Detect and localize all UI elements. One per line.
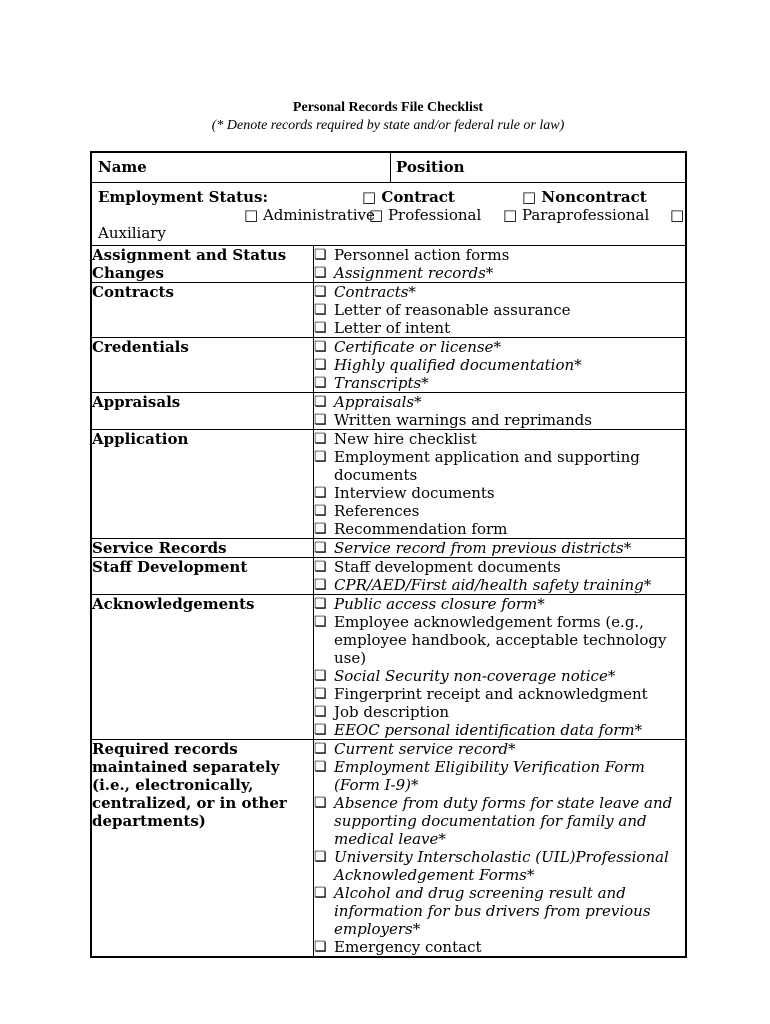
checkbox-icon[interactable]: ❏ (314, 885, 327, 901)
section-items (314, 740, 686, 957)
section-items (314, 430, 686, 539)
checklist-sheet (90, 151, 687, 958)
section-label: Assignment and Status Changes (92, 246, 314, 283)
checklist-item (314, 246, 685, 264)
checkbox-icon[interactable]: ❏ (314, 521, 327, 537)
checklist-item-text: Fingerprint receipt and acknowledgment (334, 685, 648, 703)
checkbox-icon[interactable]: ❏ (314, 704, 327, 720)
checkbox-icon[interactable]: ❏ (314, 449, 327, 465)
checkbox-icon[interactable]: ❏ (314, 503, 327, 519)
checkbox-icon[interactable]: ❏ (314, 485, 327, 501)
employment-status-label: Employment Status: (98, 188, 268, 206)
checklist-item-text: Personnel action forms (334, 246, 510, 264)
section-label: Appraisals (92, 393, 314, 430)
checklist-item-text: Highly qualified documentation* (334, 356, 582, 374)
checkbox-icon[interactable]: ❏ (314, 939, 327, 955)
checklist-item (314, 374, 685, 392)
section-items (314, 558, 686, 595)
section-row (92, 246, 685, 283)
section-row (92, 393, 685, 430)
checklist-item (314, 884, 685, 938)
checkbox-icon[interactable]: ❏ (314, 320, 327, 336)
checkbox-icon[interactable]: ❏ (314, 265, 327, 281)
checklist-item (314, 264, 685, 282)
checkbox-icon[interactable]: ❏ (314, 394, 327, 410)
checkbox-icon[interactable]: ❏ (314, 614, 327, 630)
section-items (314, 338, 686, 393)
checklist-item-text: Employee acknowledgement forms (e.g., employee handbook, acceptable technology use) (334, 613, 667, 667)
checklist-item-text: Job description (334, 703, 450, 721)
employment-status-row (92, 183, 685, 246)
section-label: Required records maintained separately (i.e., electronically, centralized, or in other departments) (92, 740, 314, 957)
noncontract-checkbox[interactable]: □ Noncontract (522, 188, 647, 206)
checklist-item-text: Appraisals* (334, 393, 422, 411)
checkbox-icon[interactable]: ❏ (314, 357, 327, 373)
checklist-item (314, 301, 685, 319)
checklist-item-text: Employment application and supporting documents (334, 448, 640, 484)
checklist-item (314, 595, 685, 613)
section-row (92, 283, 685, 338)
section-items (314, 283, 686, 338)
checkbox-icon[interactable]: ❏ (314, 559, 327, 575)
checkbox-icon[interactable]: ❏ (314, 540, 327, 556)
document-subtitle: (* Denote records required by state and/or federal rule or law) (211, 118, 565, 133)
checklist-item (314, 758, 685, 794)
checklist-item (314, 338, 685, 356)
checklist-item (314, 703, 685, 721)
checkbox-icon[interactable]: ❏ (314, 577, 327, 593)
section-label: Staff Development (92, 558, 314, 595)
checklist-item-text: Staff development documents (334, 558, 561, 576)
checklist-item-text: Employment Eligibility Verification Form (Form I-9)* (334, 758, 645, 794)
records-table (92, 246, 685, 956)
checklist-item-text: EEOC personal identification data form* (334, 721, 643, 739)
checklist-item-text: Public access closure form* (334, 595, 545, 613)
name-field[interactable]: Name (92, 153, 391, 182)
checklist-item-text: Contracts* (334, 283, 416, 301)
section-row (92, 595, 685, 740)
checkbox-icon[interactable]: ❏ (314, 668, 327, 684)
contract-checkbox[interactable]: □ Contract (362, 188, 455, 206)
checklist-item-text: Interview documents (334, 484, 495, 502)
checklist-item-text: Emergency contact (334, 938, 482, 956)
checklist-item-text: University Interscholastic (UIL)Professional Acknowledgement Forms* (334, 848, 669, 884)
checklist-item-text: Social Security non-coverage notice* (334, 667, 616, 685)
paraprofessional-checkbox[interactable]: □ Paraprofessional (503, 206, 650, 224)
checklist-item (314, 393, 685, 411)
checklist-item (314, 411, 685, 429)
checklist-item (314, 721, 685, 739)
checkbox-icon[interactable]: ❏ (314, 375, 327, 391)
checklist-item (314, 938, 685, 956)
checkbox-icon[interactable]: ❏ (314, 412, 327, 428)
checklist-item (314, 576, 685, 594)
checkbox-icon[interactable]: ❏ (314, 247, 327, 263)
checklist-item (314, 558, 685, 576)
checklist-item-text: Written warnings and reprimands (334, 411, 592, 429)
checklist-item (314, 613, 685, 667)
administrative-checkbox[interactable]: □ Administrative (244, 206, 375, 224)
section-row (92, 539, 685, 558)
section-label: Application (92, 430, 314, 539)
checklist-item (314, 539, 685, 557)
section-items (314, 246, 686, 283)
checklist-item (314, 356, 685, 374)
professional-checkbox[interactable]: □ Professional (369, 206, 482, 224)
checklist-item-text: Letter of intent (334, 319, 451, 337)
position-field[interactable]: Position (396, 158, 465, 176)
checklist-item (314, 740, 685, 758)
checklist-item-text: Transcripts* (334, 374, 429, 392)
checklist-item (314, 667, 685, 685)
checklist-item (314, 794, 685, 848)
name-position-row (92, 153, 685, 183)
checkbox-icon[interactable]: ❏ (314, 849, 327, 865)
checklist-item (314, 484, 685, 502)
checklist-item (314, 430, 685, 448)
section-row (92, 338, 685, 393)
checkbox-icon[interactable]: ❏ (314, 302, 327, 318)
checklist-item (314, 283, 685, 301)
section-items (314, 539, 686, 558)
checklist-item (314, 685, 685, 703)
checkbox-icon[interactable]: ❏ (314, 596, 327, 612)
checklist-item-text: New hire checklist (334, 430, 477, 448)
checklist-item-text: Absence from duty forms for state leave and supporting documentation for family and medical leave* (334, 794, 673, 848)
section-items (314, 595, 686, 740)
checkbox-icon[interactable]: ❏ (314, 284, 327, 300)
checklist-item (314, 448, 685, 484)
checkbox-icon[interactable]: ❏ (314, 795, 327, 811)
checklist-item (314, 848, 685, 884)
section-row (92, 430, 685, 539)
section-label: Acknowledgements (92, 595, 314, 740)
checkbox-icon[interactable]: ❏ (314, 759, 327, 775)
document-title: Personal Records File Checklist (292, 100, 484, 115)
section-label: Contracts (92, 283, 314, 338)
checklist-item-text: Assignment records* (334, 264, 494, 282)
checkbox-icon[interactable]: ❏ (314, 431, 327, 447)
section-row (92, 740, 685, 957)
section-label: Credentials (92, 338, 314, 393)
auxiliary-label: Auxiliary (98, 224, 166, 242)
checklist-item (314, 502, 685, 520)
auxiliary-checkbox[interactable]: □ (670, 206, 685, 224)
checklist-item-text: Certificate or license* (334, 338, 501, 356)
checkbox-icon[interactable]: ❏ (314, 686, 327, 702)
checklist-item-text: Alcohol and drug screening result and information for bus drivers from previous employers* (334, 884, 651, 938)
section-row (92, 558, 685, 595)
section-items (314, 393, 686, 430)
checklist-item-text: Current service record* (334, 740, 516, 758)
checklist-item-text: References (334, 502, 420, 520)
checklist-item-text: Service record from previous districts* (334, 539, 632, 557)
checklist-item (314, 319, 685, 337)
section-label: Service Records (92, 539, 314, 558)
checklist-item-text: Recommendation form (334, 520, 508, 538)
checkbox-icon[interactable]: ❏ (314, 722, 327, 738)
checklist-item-text: Letter of reasonable assurance (334, 301, 571, 319)
checklist-item (314, 520, 685, 538)
checklist-item-text: CPR/AED/First aid/health safety training* (334, 576, 652, 594)
checkbox-icon[interactable]: ❏ (314, 741, 327, 757)
checkbox-icon[interactable]: ❏ (314, 339, 327, 355)
